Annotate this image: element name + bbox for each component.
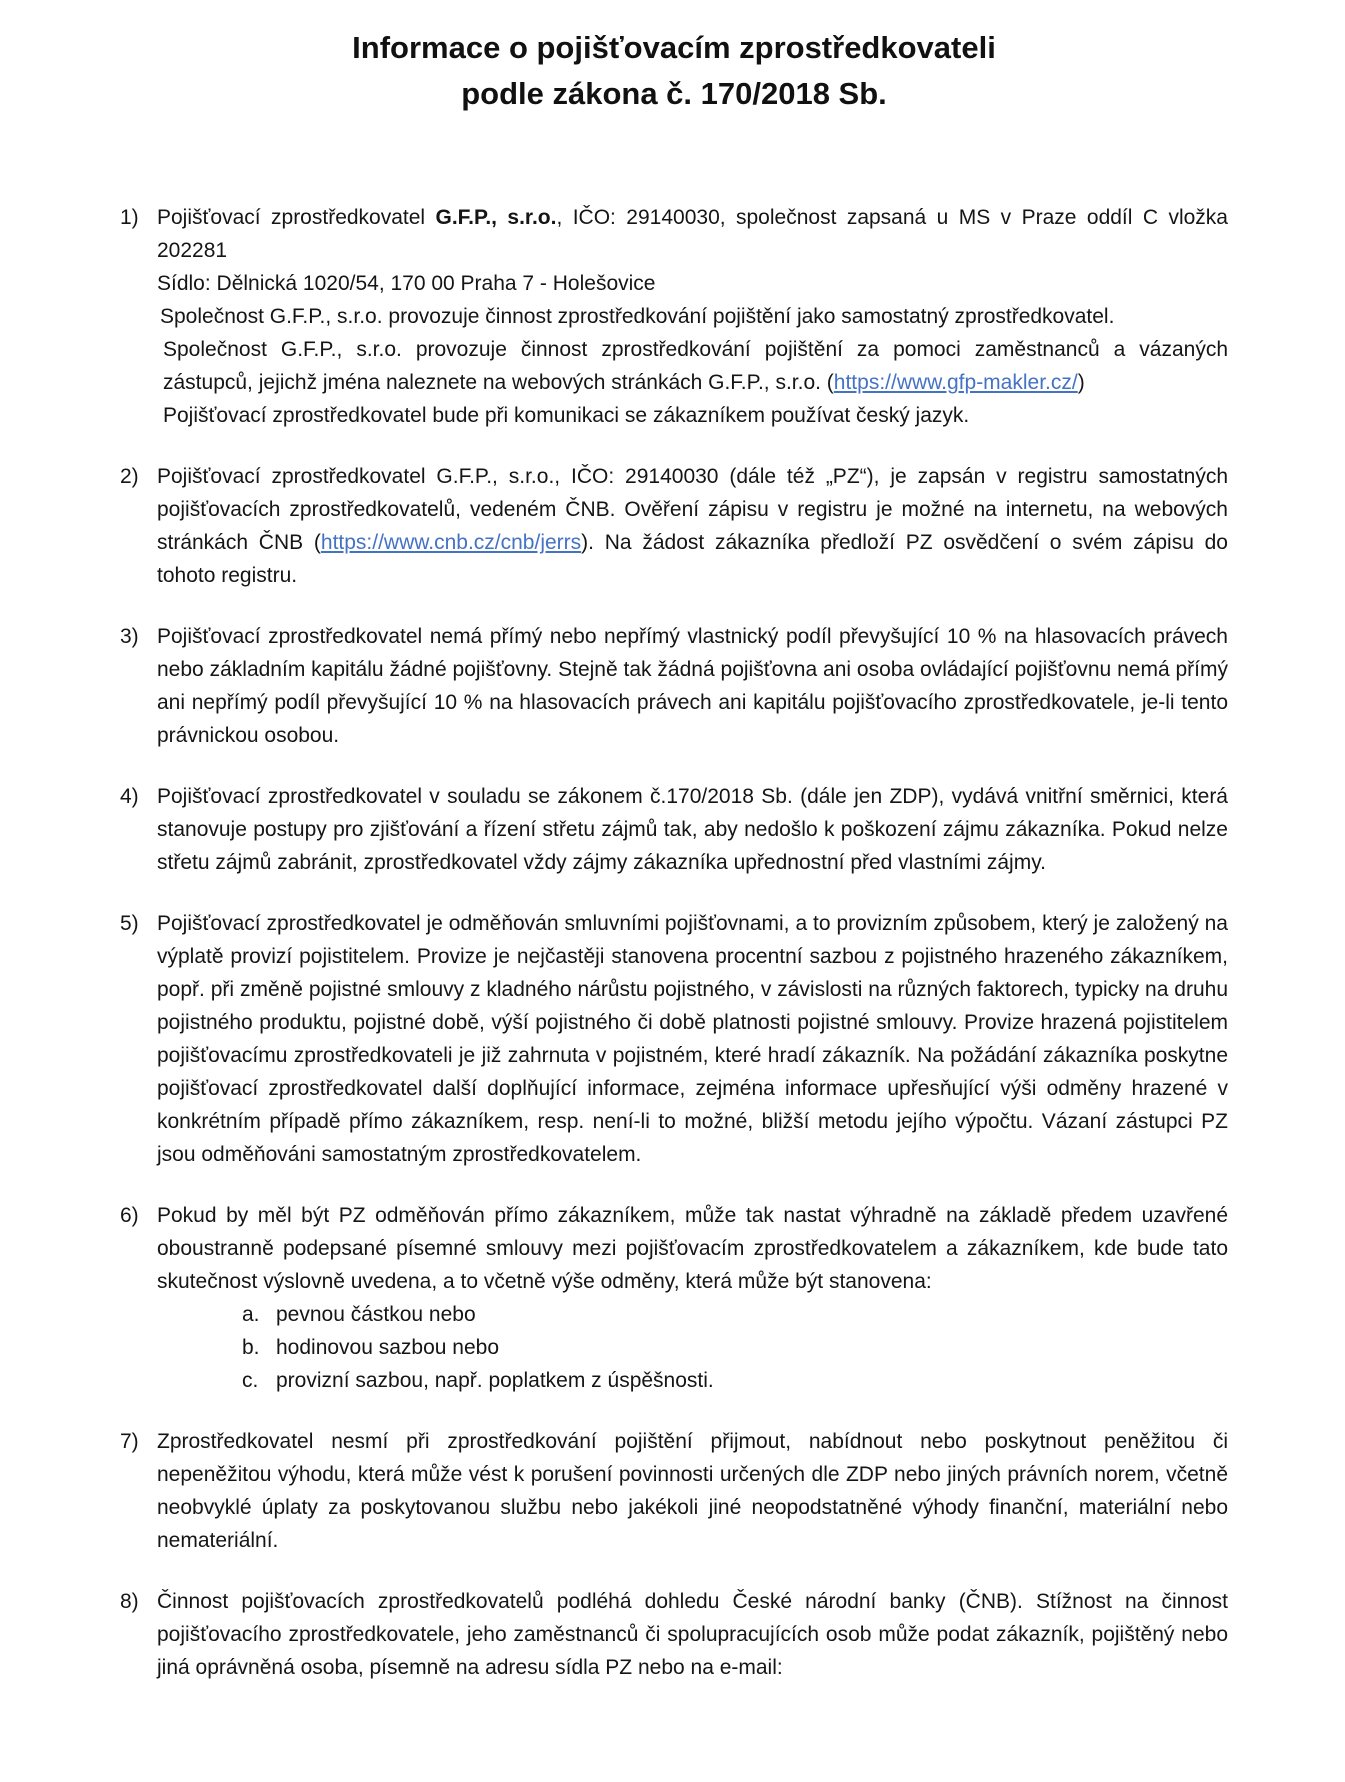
list-item-2	[120, 460, 1228, 592]
item1-address-line: Sídlo: Dělnická 1020/54, 170 00 Praha 7 - Holešovice	[157, 272, 656, 295]
item-number: 4)	[120, 785, 139, 808]
sublist-item-c	[157, 1364, 1228, 1397]
sublist-marker: b.	[242, 1336, 260, 1359]
item3-text: Pojišťovací zprostředkovatel nemá přímý nebo nepřímý vlastnický podíl převyšující 10 % na hlasovacích právech nebo základním kapitálu žádné pojišťovny. Stejně tak žádná pojišťovna ani osoba ovládající pojišťovnu nemá přímý ani nepřímý podíl převyšující 10 % na hlasovacích právech ani kapitálu pojišťovacího zprostředkovatele, je-li tento právnickou osobou.	[157, 625, 1228, 747]
item2-text-a: Pojišťovací zprostředkovatel G.F.P., s.r.o., IČO: 29140030 (dále též „PZ“), je zapsán v registru samostatných pojišťovacích zprostředkovatelů, vedeném ČNB. Ověření zápisu v registru je možné na internetu, na webových stránkách ČNB (	[157, 465, 1228, 554]
gfp-makler-link[interactable]: https://www.gfp-makler.cz/	[833, 371, 1078, 394]
item-number: 7)	[120, 1430, 139, 1453]
item1-text-b: , IČO: 29140030, společnost zapsaná u MS v Praze oddíl C vložka 202281	[157, 206, 1228, 262]
item-number: 2)	[120, 465, 139, 488]
sublist-marker: a.	[242, 1303, 260, 1326]
item1-agents-text: Společnost G.F.P., s.r.o. provozuje činnost zprostředkování pojištění za pomoci zaměstnanců a vázaných zástupců, jejichž jména naleznete na webových stránkách G.F.P., s.r.o. (	[163, 338, 1228, 394]
item4-text: Pojišťovací zprostředkovatel v souladu se zákonem č.170/2018 Sb. (dále jen ZDP), vydává vnitřní směrnici, která stanovuje postupy pro zjišťování a řízení střetu zájmů tak, aby nedošlo k poškození zájmu zákazníka. Pokud nelze střetu zájmů zabránit, zprostředkovatel vždy zájmy zákazníka upřednostní před vlastními zájmy.	[157, 785, 1228, 874]
item2-text-line	[157, 460, 1228, 592]
item8-text: Činnost pojišťovacích zprostředkovatelů podléhá dohledu České národní banky (ČNB). Stížnost na činnost pojišťovacího zprostředkovatele, jeho zaměstnanců či spolupracujících osob může podat zákazník, pojištěný nebo jiná oprávněná osoba, písemně na adresu sídla PZ nebo na e-mail:	[157, 1590, 1228, 1679]
list-item-4	[120, 780, 1228, 879]
sublist-item-a	[157, 1298, 1228, 1331]
sublist-item-b	[157, 1331, 1228, 1364]
item7-text: Zprostředkovatel nesmí při zprostředkování pojištění přijmout, nabídnout nebo poskytnout peněžitou či nepeněžitou výhodu, která může vést k porušení povinnosti určených dle ZDP nebo jiných právních norem, včetně neobvyklé úplaty za poskytovanou službu nebo jakékoli jiné neopodstatněné výhody finanční, materiální nebo nemateriální.	[157, 1430, 1228, 1552]
list-item-8	[120, 1585, 1228, 1684]
document-title-line1: Informace o pojišťovacím zprostředkovateli	[352, 30, 996, 65]
item-number: 8)	[120, 1590, 139, 1613]
item1-company-name: G.F.P., s.r.o.	[435, 206, 557, 229]
list-item-1	[120, 201, 1228, 432]
item6-text: Pokud by měl být PZ odměňován přímo zákazníkem, může tak nastat výhradně na základě předem uzavřené oboustranně podepsané písemné smlouvy mezi pojišťovacím zprostředkovatelem a zákazníkem, kde bude tato skutečnost výslovně uvedena, a to včetně výše odměny, která může být stanovena:	[157, 1204, 1228, 1293]
document-title-line2: podle zákona č. 170/2018 Sb.	[461, 76, 887, 111]
item1-agents-line	[157, 333, 1228, 399]
sublist-text: hodinovou sazbou nebo	[276, 1336, 500, 1359]
item1-language-line: Pojišťovací zprostředkovatel bude při komunikaci se zákazníkem používat český jazyk.	[163, 404, 970, 427]
item-number: 3)	[120, 625, 139, 648]
item5-text: Pojišťovací zprostředkovatel je odměňován smluvními pojišťovnami, a to provizním způsobem, který je založený na výplatě provizí pojistitelem. Provize je nejčastěji stanovena procentní sazbou z pojistného hrazeného zákazníkem, popř. při změně pojistné smlouvy z kladného nárůstu pojistného, v závislosti na různých faktorech, typicky na druhu pojistného produktu, pojistné době, výší pojistného či době platnosti pojistné smlouvy. Provize hrazená pojistitelem pojišťovacímu zprostředkovateli je již zahrnuta v pojistném, které hradí zákazník. Na požádání zákazníka poskytne pojišťovací zprostředkovatel další doplňující informace, zejména informace upřesňující výši odměny hrazené v konkrétním případě přímo zákazníkem, resp. není-li to možné, bližší metodu jejího výpočtu. Vázaní zástupci PZ jsou odměňováni samostatným zprostředkovatelem.	[157, 912, 1228, 1166]
sublist-text: pevnou částkou nebo	[276, 1303, 476, 1326]
cnb-registry-link[interactable]: https://www.cnb.cz/cnb/jerrs	[320, 531, 582, 554]
list-item-5	[120, 907, 1228, 1171]
item1-agents-close-paren: )	[1077, 371, 1085, 394]
item-number: 6)	[120, 1204, 139, 1227]
item-number: 5)	[120, 912, 139, 935]
list-item-3	[120, 620, 1228, 752]
item1-text-a: Pojišťovací zprostředkovatel	[157, 206, 436, 229]
item1-activity-line: Společnost G.F.P., s.r.o. provozuje činnost zprostředkování pojištění jako samostatný zprostředkovatel.	[160, 305, 1115, 328]
document-title	[120, 25, 1228, 117]
sublist-marker: c.	[242, 1369, 259, 1392]
item-number: 1)	[120, 206, 139, 229]
sublist-text: provizní sazbou, např. poplatkem z úspěšnosti.	[276, 1369, 714, 1392]
item1-company-line	[157, 201, 1228, 267]
item2-text-b: ). Na žádost zákazníka předloží PZ osvědčení o svém zápisu do tohoto registru.	[157, 531, 1228, 587]
list-item-7	[120, 1425, 1228, 1557]
list-item-6	[120, 1199, 1228, 1397]
